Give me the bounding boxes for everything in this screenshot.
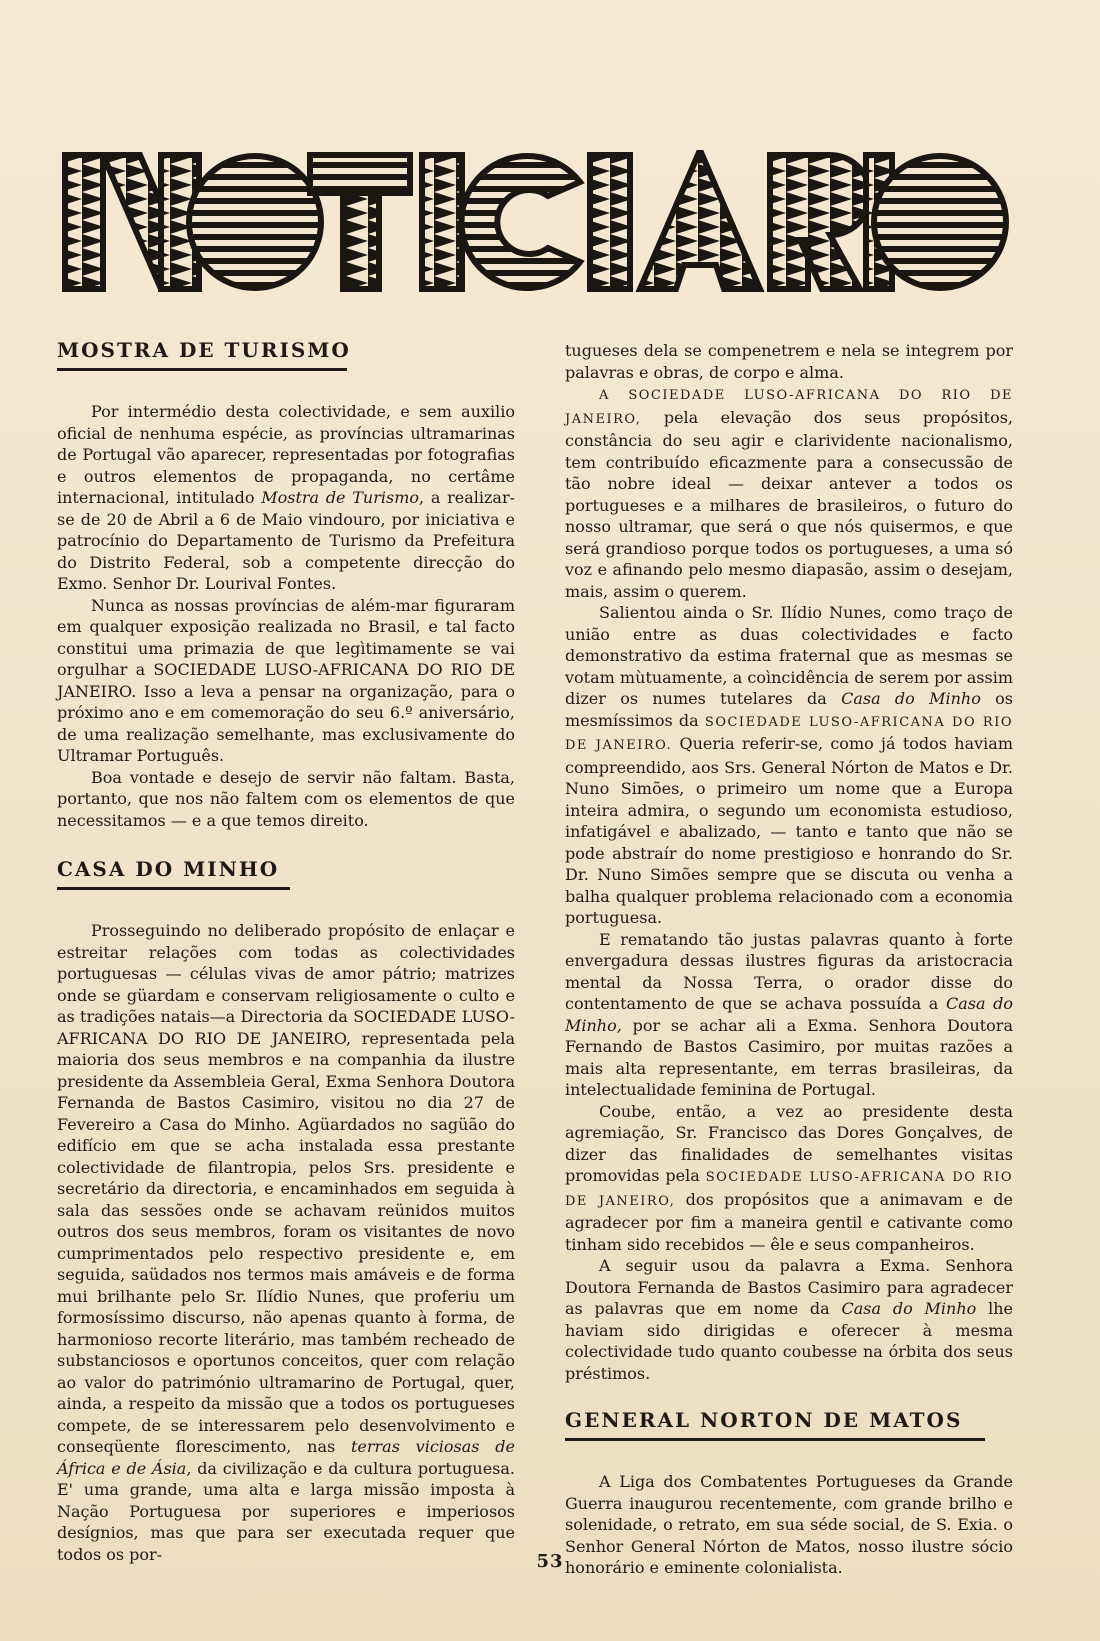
text-span: , a realizar-se de 20 de Abril a 6 de Maio vindouro, por iniciativa e patrocínio do Departamento de Turismo da Prefeitura do Distrito Federal, sob a competente direcção do Exmo. Senhor Dr. Lourival Fontes. [57,488,515,593]
italic-span: Casa do Minho, [565,994,1014,1035]
text-span: dos propósitos que a animavam e de agradecer por fim a maneira gentil e cativante como tinham sido recebidos — êle e seus companheiros. [565,1189,1013,1254]
paragraph-rematando [565,929,1013,1101]
right-column [565,340,1013,1579]
text-span: lhe haviam sido dirigidas e oferecer à mesma colectividade tudo quanto coubesse na órbita dos seus préstimos. [565,1299,1013,1383]
italic-span: terras viciosas de África e de Ásia [57,1437,515,1478]
text-span: Por intermédio desta colectividade, e sem auxilio oficial de nenhuma espécie, as províncias ultramarinas de Portugal vão aparecer, representadas por fotografias e outros elementos de propaganda, no certâme internacional, intitulado [57,402,515,507]
text-span: A seguir usou da palavra a Exma. Senhora Doutora Fernanda de Bastos Casimiro para agradecer as palavras que em nome da [565,1256,1013,1318]
heading-mostra-de-turismo: MOSTRA DE TURISMO [57,338,347,371]
italic-span: Mostra de Turismo [261,488,420,507]
text-span: Prosseguindo no deliberado propósito de enlaçar e estreitar relações com todas as colectividades portuguesas — células vivas de amor pátrio; matrizes onde se güardam e conservam religiosamente o culto e as tradições natais—a Directoria da SOCIEDADE LUSO-AFRICANA DO RIO DE JANEIRO, representada pela maioria dos seus membros e na companhia da ilustre presidente da Assembleia Geral, Exma Senhora Doutora Fernanda de Bastos Casimiro, visitou no dia 27 de Fevereiro a Casa do Minho. Agüardados no sagüão do edifício em que se acha instalada essa prestante colectividade de filantropia, pelos Srs. presidente e secretário da directoria, e encaminhados em seguida à sala das sessões onde se achavam reünidos muitos outros dos seus membros, foram os visitantes de novo cumprimentados pelo respectivo presidente e, em seguida, saüdados nos termos mais amáveis e de forma mui brilhante pelo Sr. Ilídio Nunes, que proferiu um formosíssimo discurso, não apenas quanto à forma, de harmonioso recorte literário, mas também recheado de substanciosos e oportunos conceitos, quer com relação ao valor do património ultramarino de Portugal, quer, ainda, a respeito da missão que a todos os portugueses compete, de se interessarem pelo desenvolvimento e conseqüente florescimento, nas [57,921,515,1456]
small-caps-span: SOCIEDADE LUSO-AFRICANA DO RIO DE JANEIRO, [565,1170,1013,1209]
left-column [57,338,515,1565]
page-number: 53 [536,1551,564,1572]
noticiario-logo [60,150,1010,296]
paragraph-sociedade [565,383,1013,602]
text-span: por se achar ali a Exma. Senhora Doutora Fernando de Bastos Casimiro, por muitas razões a mais alta representante, em terras brasileiras, da intelectualidade feminina de Portugal. [565,1015,1013,1099]
mostra-paragraph-2: Nunca as nossas províncias de além-mar figuraram em qualquer exposição realizada no Brasil, e tal facto constitui uma primazia de que legìtimamente se vai orgulhar a SOCIEDADE LUSO-AFRICANA DO RIO DE JANEIRO. Isso a leva a pensar na organização, para o próximo ano e em comemoração do seu 6.º aniversário, de uma realização semelhante, mas exclusivamente do Ultramar Português. [57,595,515,765]
text-span: Salientou ainda o Sr. Ilídio Nunes, como traço de união entre as duas colectividades e facto demonstrativo da estima fraternal que as mesmas se votam mùtuamente, a coìncidência de serem por assim dizer os numes tutelares da [565,603,1013,708]
mostra-paragraph-3: Boa vontade e desejo de servir não faltam. Basta, portanto, que nos não faltem com os elementos de que necessitamos — e a que temos direito. [57,767,515,830]
text-span: Coube, então, a vez ao presidente desta agremiação, Sr. Francisco das Dores Gonçalves, de dizer das finalidades de semelhantes visitas promovidas pela [565,1101,1013,1185]
italic-span: Casa do Minho [841,689,981,708]
paragraph-coube [565,1101,1013,1256]
text-span: pela elevação dos seus propósitos, constância do seu agir e clarividente nacionalismo, tem contribuído eficazmente para a consecussão de tão nobre ideal — deixar antever a todos os portugueses e a milhares de brasileiros, o futuro do nosso ultramar, que será o que nós quisermos, e que será grandioso porque todos os portugueses, a uma só voz e afinando pelo mesmo diapasão, assim o desejam, mais, assim o querem. [565,407,1013,601]
masthead-noticiario [60,150,1010,296]
casa-paragraph-1 [57,920,515,1565]
italic-span: Casa do Minho [841,1299,977,1318]
small-caps-span: SOCIEDADE LUSO-AFRICANA DO RIO DE JANEIRO. [565,714,1013,753]
text-span: , da civilização e da cultura portuguesa. E' uma grande, uma alta e larga missão imposta à Nação Portuguesa por superiores e imperiosos desígnios, mas que para ser executada requer que todos os por- [57,1458,515,1564]
small-caps-span: A SOCIEDADE LUSO-AFRICANA DO RIO DE JANEIRO, [565,388,1013,427]
continued-paragraph: tugueses dela se compenetrem e nela se integrem por palavras e obras, de corpo e alma. [565,341,1013,382]
text-span: os mesmíssimos da [565,689,1013,730]
text-span: Queria referir-se, como já todos haviam compreendido, aos Srs. General Nórton de Matos e Dr. Nuno Simões, o primeiro um nome que a Europa inteira admira, o segundo um economista estudioso, infatigável e abalizado, — tanto e tanto que não se pode abstraír do nome prestigioso e honrando do Sr. Dr. Nuno Simões sempre que se discuta ou venha a balha qualquer problema relacionado com a economia portuguesa. [565,734,1013,927]
paragraph-a-seguir [565,1255,1013,1384]
heading-casa-do-minho: CASA DO MINHO [57,857,290,890]
general-paragraph-1: A Liga dos Combatentes Portugueses da Grande Guerra inaugurou recentemente, com grande brilho e solenidade, o retrato, em sua séde social, de S. Exia. o Senhor General Nórton de Matos, nosso ilustre sócio honorário e eminente colonialista. [565,1472,1013,1577]
paragraph-salientou [565,602,1013,929]
text-span: E rematando tão justas palavras quanto à forte envergadura dessas ilustres figuras da aristocracia mental da Nossa Terra, o orador disse do contentamento de que se achava possuída a [565,929,1013,1013]
heading-general-norton-de-matos: GENERAL NORTON DE MATOS [565,1408,985,1441]
mostra-paragraph-1 [57,401,515,595]
